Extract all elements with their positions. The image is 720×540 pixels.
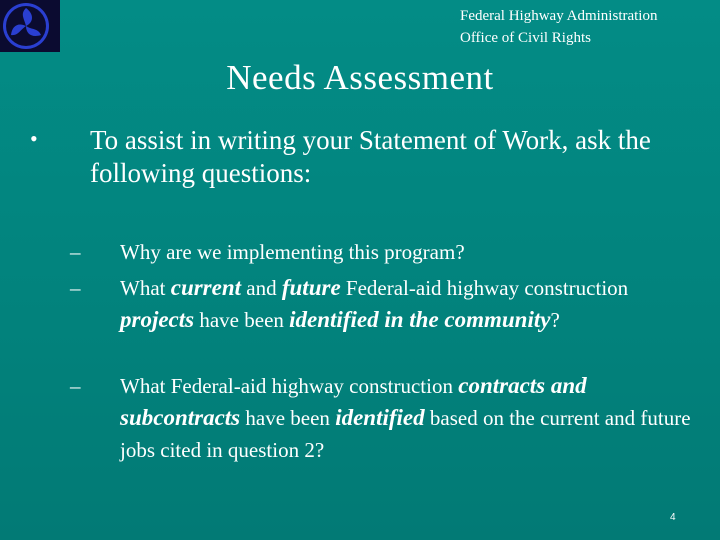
q2-text: Federal-aid highway construction bbox=[345, 276, 629, 300]
question-2 bbox=[120, 272, 700, 336]
dash-marker: – bbox=[70, 276, 81, 300]
question-1: Why are we implementing this program? bbox=[120, 240, 465, 264]
slide-number: 4 bbox=[670, 512, 676, 523]
q2-text: have been bbox=[199, 308, 290, 332]
agency-name: Federal Highway Administration bbox=[460, 8, 658, 24]
q2-emphasis: identified in the community bbox=[289, 307, 551, 332]
bullet-text: To assist in writing your Statement of Work, ask the following questions: bbox=[90, 125, 651, 188]
q3-text: based on the current and future jobs cited in question 2? bbox=[120, 406, 691, 462]
dot-triskelion-logo-icon bbox=[0, 0, 60, 52]
q2-emphasis: current bbox=[170, 275, 242, 300]
q3-text: What Federal-aid highway construction bbox=[120, 374, 459, 398]
q2-text: What bbox=[120, 276, 171, 300]
q3-emphasis: identified bbox=[335, 405, 425, 430]
q3-emphasis: contracts and subcontracts bbox=[120, 373, 587, 430]
q2-emphasis: projects bbox=[120, 307, 195, 332]
q3-text: have been bbox=[245, 406, 336, 430]
question-3 bbox=[120, 370, 700, 466]
q2-emphasis: future bbox=[281, 275, 341, 300]
slide-title: Needs Assessment bbox=[226, 58, 494, 97]
dash-marker: – bbox=[70, 240, 81, 264]
office-name: Office of Civil Rights bbox=[460, 30, 591, 46]
dash-marker: – bbox=[70, 374, 81, 398]
q2-text: and bbox=[246, 276, 282, 300]
q2-text: ? bbox=[550, 308, 560, 332]
bullet-marker: • bbox=[30, 126, 38, 151]
agency-header bbox=[460, 5, 657, 49]
